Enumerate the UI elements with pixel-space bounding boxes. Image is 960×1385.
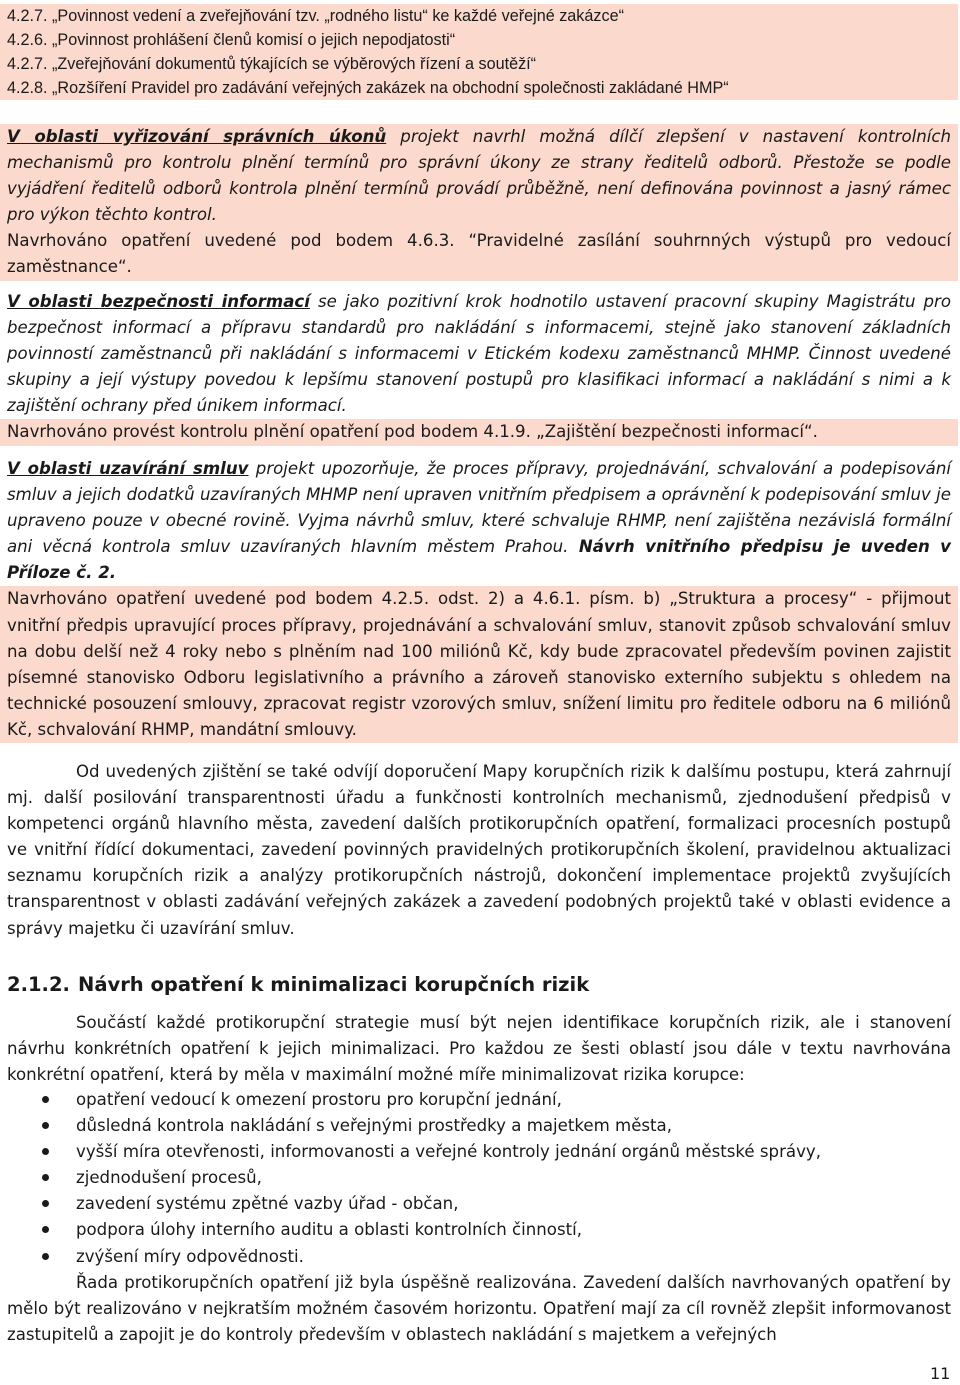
- measure-number: 4.2.7.: [7, 7, 48, 25]
- measure-list-item: [0, 28, 958, 52]
- list-item: [0, 1113, 900, 1139]
- bullet-icon: [42, 1174, 49, 1181]
- list-item-text: zjednodušení procesů,: [76, 1168, 262, 1188]
- bullet-icon: [42, 1253, 49, 1260]
- list-item-text: zvýšení míry odpovědnosti.: [76, 1246, 304, 1266]
- list-item: [0, 1217, 900, 1243]
- bullet-icon: [42, 1226, 49, 1233]
- measure-list: [0, 4, 958, 100]
- measure-number: 4.2.8.: [7, 79, 48, 97]
- paragraph-administrative-acts: [7, 124, 951, 281]
- paragraph-recommendations: [7, 759, 951, 942]
- measure-number: 4.2.7.: [7, 55, 48, 73]
- proposal-text: Navrhováno provést kontrolu plnění opatření pod bodem 4.1.9. „Zajištění bezpečnosti informací“.: [0, 419, 958, 445]
- section-number: 2.1.2.: [7, 973, 70, 996]
- bullet-icon: [42, 1096, 49, 1103]
- list-item-text: opatření vedoucí k omezení prostoru pro korupční jednání,: [76, 1090, 562, 1109]
- list-item-text: zavedení systému zpětné vazby úřad - občan,: [76, 1194, 459, 1214]
- bullet-icon: [42, 1200, 49, 1207]
- paragraph-lead: V oblasti vyřizování správních úkonů: [7, 127, 387, 146]
- bullet-icon: [42, 1148, 49, 1155]
- paragraph-body: Řada protikorupčních opatření již byla úspěšně realizována. Zavedení dalších navrhovaných opatření by mělo být realizováno v nejkratším možném časovém horizontu. Opatření mají za cíl rovněž zlepšit informovanost zastupitelů a zapojit je do kontroly především v oblastech nakládání s majetkem a veřejných: [7, 1273, 951, 1345]
- list-item-text: podpora úlohy interního auditu a oblasti kontrolních činností,: [76, 1220, 582, 1240]
- list-item-text: důsledná kontrola nakládání s veřejnými prostředky a majetkem města,: [76, 1116, 672, 1136]
- measure-title: „Zveřejňování dokumentů týkajících se výběrových řízení a soutěží“: [52, 55, 537, 73]
- bullet-icon: [42, 1122, 49, 1129]
- list-item-text: vyšší míra otevřenosti, informovanosti a veřejné kontroly jednání orgánů městské správy,: [76, 1142, 821, 1162]
- proposal-text: Navrhováno opatření uvedené pod bodem 4.6.3. “Pravidelné zasílání souhrnných výstupů pro vedoucí zaměstnance“.: [0, 228, 958, 280]
- list-item: [0, 1244, 900, 1270]
- paragraph-body-2: Činnost uvedené skupiny a její výstupy povedou k lepšímu stanovení postupů pro klasifikaci informací a nakládání s nimi a k zajištění ochrany před únikem informací.: [7, 344, 951, 416]
- measures-bullet-list: [0, 1087, 900, 1270]
- section-heading: [7, 973, 589, 996]
- paragraph-body: Součástí každé protikorupční strategie musí být nejen identifikace korupčních rizik, ale i stanovení návrhu konkrétních opatření k jejich minimalizaci. Pro každou ze šesti oblastí jsou dále v textu navrhována konkrétní opatření, která by měla v maximální možné míře minimalizovat rizika korupce:: [7, 1013, 951, 1085]
- list-item: [0, 1087, 900, 1113]
- paragraph-body-2: Vyjma návrhů smluv, které schvaluje RHMP, není zajištěna nezávislá formální ani věcná kontrola smluv uzavíraných hlavním městem Prahou.: [7, 511, 951, 557]
- measure-list-item: [0, 52, 958, 76]
- paragraph-lead: V oblasti bezpečnosti informací: [7, 292, 310, 311]
- paragraph-body: se jako pozitivní krok hodnotilo ustavení pracovní skupiny Magistrátu pro bezpečnost informací a přípravu standardů pro nakládání s informacemi, stejně jako stanovení základních povinností zaměstnanců při nakládání s informacemi v Etickém kodexu zaměstnanců MHMP.: [7, 292, 952, 364]
- finding-text: [7, 289, 951, 419]
- measure-title: „Rozšíření Pravidel pro zadávání veřejných zakázek na obchodní společnosti zakládané HMP“: [52, 79, 729, 97]
- paragraph-body: Od uvedených zjištění se také odvíjí doporučení Mapy korupčních rizik k dalšímu postupu, která zahrnují mj. další posilování transparentnosti úřadu a funkčnosti kontrolních mechanismů, zjednodušení předpisů v kompetenci orgánů hlavního města, zavedení dalších protikorupčních opatření, formalizaci procesních postupů ve vnitřní řídící dokumentaci, zavedení povinných pravidelných protikorupčních školení, pravidelnou aktualizaci seznamu korupčních rizik a analýzy protikorupčních nástrojů, dokončení implementace projektů zvyšujících transparentnost v oblasti zadávání veřejných zakázek a zavedení podobných projektů také v oblasti evidence a správy majetku či uzavírání smluv.: [7, 762, 951, 938]
- paragraph-intro: [7, 1010, 951, 1088]
- measure-title: „Povinnost vedení a zveřejňování tzv. „rodného listu“ ke každé veřejné zakázce“: [52, 7, 624, 25]
- paragraph-conclusion: [7, 1270, 951, 1348]
- proposal-text: Navrhováno opatření uvedené pod bodem 4.2.5. odst. 2) a 4.6.1. písm. b) „Struktura a procesy“ - přijmout vnitřní předpis upravující proces přípravy, projednávání a schvalování smluv, stanovit způsob schvalování smluv na dobu delší než 4 roky nebo s plněním nad 100 miliónů Kč, kdy bude zpracovatel především povinen zajistit písemné stanovisko Odboru legislativního a právního a zároveň stanovisko externího subjektu s ohledem na technické posouzení smlouvy, zpracovat registr vzorových smluv, snížení limitu pro ředitele odboru na 6 miliónů Kč, schvalování RHMP, mandátní smlouvy.: [0, 586, 958, 743]
- list-item: [0, 1191, 900, 1217]
- page-number: 11: [930, 1364, 951, 1383]
- paragraph-bold-note: Návrh vnitřního předpisu je uveden v Příloze č. 2.: [7, 537, 951, 583]
- measure-title: „Povinnost prohlášení členů komisí o jejich nepodjatosti“: [52, 31, 456, 49]
- finding-text: [7, 456, 951, 586]
- measure-list-item: [0, 76, 958, 100]
- measure-number: 4.2.6.: [7, 31, 48, 49]
- paragraph-contracts: [7, 456, 951, 743]
- paragraph-body: projekt navrhl možná dílčí zlepšení v nastavení kontrolních mechanismů pro kontrolu plnění termínů pro správní úkony ze strany ředitelů odborů.: [7, 127, 951, 173]
- list-item: [0, 1139, 900, 1165]
- list-item: [0, 1165, 900, 1191]
- paragraph-body-2: Přestože se podle vyjádření ředitelů odborů kontrola plnění termínů provádí průběžně, není definována povinnost a jasný rámec pro výkon těchto kontrol.: [7, 153, 951, 225]
- finding-text: [0, 124, 958, 228]
- paragraph-lead: V oblasti uzavírání smluv: [7, 459, 249, 478]
- measure-list-item: [0, 4, 958, 28]
- paragraph-body: projekt upozorňuje, že proces přípravy, projednávání, schvalování a podepisování smluv a jejich dodatků uzavíraných MHMP není upraven vnitřním předpisem a oprávnění k podepisování smluv je upraveno pouze v obecné rovině.: [7, 459, 951, 531]
- paragraph-information-security: [7, 289, 951, 446]
- section-title: Návrh opatření k minimalizaci korupčních rizik: [78, 973, 590, 996]
